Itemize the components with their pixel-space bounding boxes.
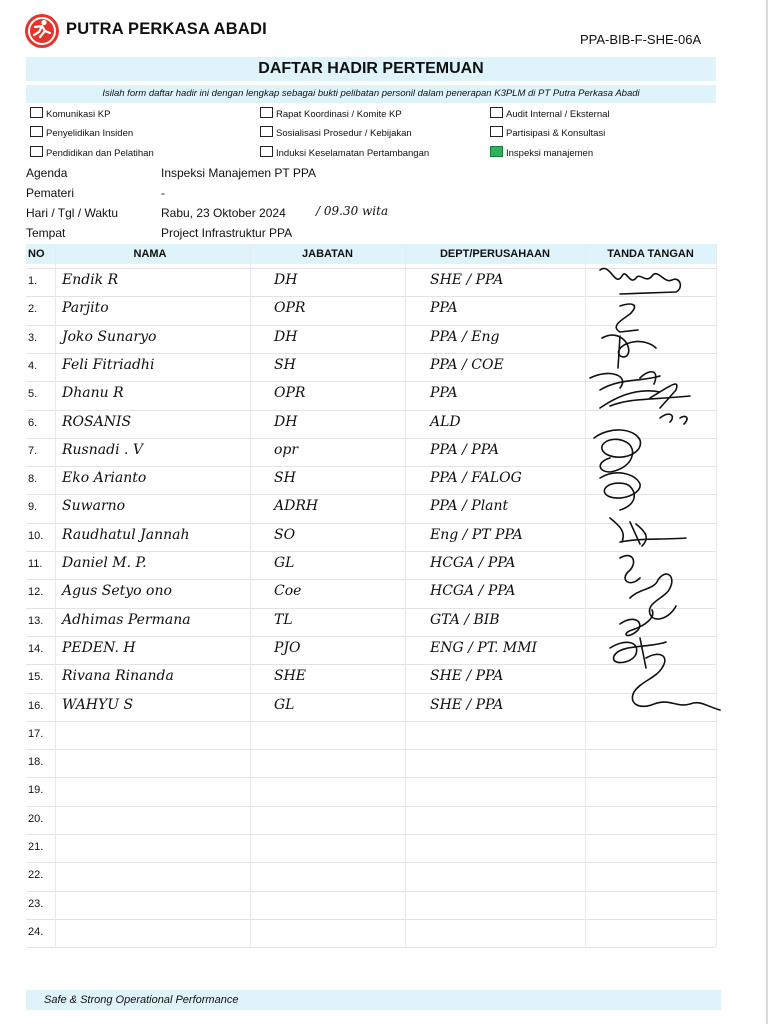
row-number: 18. <box>28 756 44 769</box>
checkbox-box[interactable] <box>260 107 273 118</box>
checkbox-box[interactable] <box>30 107 43 118</box>
checkbox-induksi[interactable] <box>260 146 429 162</box>
row-dept: PPA / PPA <box>430 441 499 458</box>
row-jabatan: DH <box>274 328 298 345</box>
company-logo-icon <box>24 13 60 49</box>
row-dept: PPA / Plant <box>430 498 509 515</box>
row-number: 14. <box>28 642 44 655</box>
row-jabatan: DH <box>274 272 298 288</box>
tempat-label: Tempat <box>26 226 66 240</box>
checkbox-label: Komunikasi KP <box>46 109 111 120</box>
form-title: DAFTAR HADIR PERTEMUAN <box>26 57 716 81</box>
row-number: 19. <box>28 784 44 797</box>
checkbox-label: Sosialisasi Prosedur / Kebijakan <box>276 128 412 139</box>
checkbox-label: Induksi Keselamatan Pertambangan <box>276 148 430 159</box>
checkbox-box-checked[interactable] <box>490 146 503 157</box>
row-jabatan: SH <box>274 470 296 487</box>
row-divider <box>26 777 716 778</box>
row-number: 3. <box>28 331 38 344</box>
row-jabatan: OPR <box>274 385 306 402</box>
row-nama: Raudhatul Jannah <box>62 526 190 543</box>
row-dept: PPA / Eng <box>430 328 500 345</box>
signatures-drawing <box>580 258 730 738</box>
row-jabatan: DH <box>274 413 298 430</box>
row-number: 2. <box>28 303 38 316</box>
row-number: 13. <box>28 614 44 627</box>
row-dept: HCGA / PPA <box>430 555 516 571</box>
row-dept: SHE / PPA <box>430 668 504 685</box>
row-dept: ALD <box>430 413 461 430</box>
checkbox-label: Pendidikan dan Pelatihan <box>46 148 154 159</box>
checkbox-box[interactable] <box>30 146 43 157</box>
agenda-value: Inspeksi Manajemen PT PPA <box>161 166 316 180</box>
row-number: 11. <box>28 558 43 570</box>
row-number: 10. <box>28 529 44 542</box>
pemateri-value: - <box>161 186 165 200</box>
header-tanda-tangan: TANDA TANGAN <box>607 248 694 260</box>
row-nama: Endik R <box>62 272 119 288</box>
agenda-label: Agenda <box>26 166 68 180</box>
row-nama: Feli Fitriadhi <box>62 356 155 373</box>
checkbox-box[interactable] <box>490 126 503 137</box>
column-divider <box>405 244 406 947</box>
row-number: 23. <box>28 897 44 910</box>
form-instruction: Isilah form daftar hadir ini dengan lengkap sebagai bukti pelibatan personil dalam penerapan K3PLM di PT Putra Perkasa Abadi <box>26 85 716 103</box>
row-number: 6. <box>28 416 38 429</box>
document-number: PPA-BIB-F-SHE-06A <box>580 32 702 47</box>
tempat-value: Project Infrastruktur PPA <box>161 226 293 240</box>
footer-slogan: Safe & Strong Operational Performance <box>26 990 721 1010</box>
row-dept: PPA / COE <box>430 356 504 373</box>
row-divider <box>26 834 716 835</box>
row-dept: SHE / PPA <box>430 696 504 713</box>
checkbox-komunikasi-kp[interactable] <box>30 107 110 123</box>
row-nama: Rivana Rinanda <box>62 668 174 685</box>
checkbox-box[interactable] <box>260 146 273 157</box>
column-divider <box>250 244 251 947</box>
row-dept: PPA / FALOG <box>430 470 522 487</box>
header-dept: DEPT/PERUSAHAAN <box>439 248 550 260</box>
row-nama: Agus Setyo ono <box>62 583 172 600</box>
checkbox-inspeksi-manajemen[interactable] <box>490 146 593 162</box>
header-jabatan: JABATAN <box>302 248 353 260</box>
row-number: 20. <box>28 812 44 825</box>
waktu-label: Hari / Tgl / Waktu <box>26 206 119 220</box>
row-jabatan: opr <box>274 441 299 458</box>
row-divider <box>26 806 716 807</box>
checkbox-box[interactable] <box>30 126 43 137</box>
row-divider <box>26 891 716 892</box>
row-nama: Daniel M. P. <box>62 555 147 571</box>
row-nama: ROSANIS <box>62 413 132 430</box>
row-jabatan: Coe <box>274 583 302 600</box>
checkbox-pendidikan[interactable] <box>30 146 154 162</box>
checkbox-box[interactable] <box>490 107 503 118</box>
row-number: 9. <box>28 501 38 514</box>
checkbox-penyelidikan-insiden[interactable] <box>30 126 133 142</box>
checkbox-audit[interactable] <box>490 107 610 123</box>
row-dept: ENG / PT. MMI <box>430 639 538 656</box>
row-dept: Eng / PT PPA <box>430 526 523 543</box>
row-jabatan: TL <box>274 611 293 628</box>
row-number: 7. <box>28 444 38 457</box>
row-number: 24. <box>28 925 44 938</box>
row-number: 16. <box>28 699 44 712</box>
row-dept: PPA <box>430 300 458 317</box>
row-nama: WAHYU S <box>62 696 134 713</box>
row-divider <box>26 862 716 863</box>
row-nama: PEDEN. H <box>62 639 136 656</box>
row-nama: Dhanu R <box>62 385 124 402</box>
row-jabatan: ADRH <box>274 498 319 515</box>
waktu-value: Rabu, 23 Oktober 2024 <box>161 206 286 220</box>
checkbox-box[interactable] <box>260 126 273 137</box>
row-dept: SHE / PPA <box>430 272 504 288</box>
row-number: 1. <box>28 275 38 287</box>
row-jabatan: GL <box>274 696 295 713</box>
pemateri-label: Pemateri <box>26 186 75 200</box>
checkbox-label: Partisipasi & Konsultasi <box>506 128 606 139</box>
row-number: 12. <box>28 586 44 599</box>
row-number: 4. <box>28 359 38 372</box>
row-nama: Rusnadi . V <box>62 441 144 458</box>
row-dept: HCGA / PPA <box>430 583 516 600</box>
row-number: 5. <box>28 388 38 401</box>
checkbox-sosialisasi[interactable] <box>260 126 412 142</box>
row-jabatan: SHE <box>274 668 307 685</box>
checkbox-label: Inspeksi manajemen <box>506 148 594 159</box>
waktu-handwritten: / 09.30 wita <box>316 204 389 218</box>
row-jabatan: SO <box>274 526 296 543</box>
row-nama: Eko Arianto <box>62 470 147 487</box>
row-jabatan: PJO <box>274 639 301 656</box>
row-dept: PPA <box>430 385 458 402</box>
row-jabatan: OPR <box>274 300 306 317</box>
checkbox-label: Audit Internal / Eksternal <box>506 109 610 120</box>
header-no: NO <box>28 248 45 260</box>
checkbox-label: Rapat Koordinasi / Komite KP <box>276 109 402 120</box>
row-dept: GTA / BIB <box>430 611 500 628</box>
row-nama: Suwarno <box>62 498 126 515</box>
row-number: 17. <box>28 727 44 740</box>
row-nama: Adhimas Permana <box>62 611 191 628</box>
checkbox-rapat-koordinasi[interactable] <box>260 107 402 123</box>
row-number: 8. <box>28 473 38 486</box>
checkbox-partisipasi[interactable] <box>490 126 605 142</box>
row-number: 22. <box>28 869 44 882</box>
row-number: 21. <box>28 841 44 853</box>
row-jabatan: GL <box>274 555 295 571</box>
row-number: 15. <box>28 671 44 684</box>
row-nama: Parjito <box>62 300 109 317</box>
row-jabatan: SH <box>274 356 296 373</box>
header-nama: NAMA <box>133 248 167 260</box>
row-divider <box>26 947 716 948</box>
row-nama: Joko Sunaryo <box>62 328 157 345</box>
company-name: PUTRA PERKASA ABADI <box>66 20 267 38</box>
row-divider <box>26 919 716 920</box>
column-divider <box>55 244 56 947</box>
checkbox-label: Penyelidikan Insiden <box>46 128 134 139</box>
row-divider <box>26 749 716 750</box>
